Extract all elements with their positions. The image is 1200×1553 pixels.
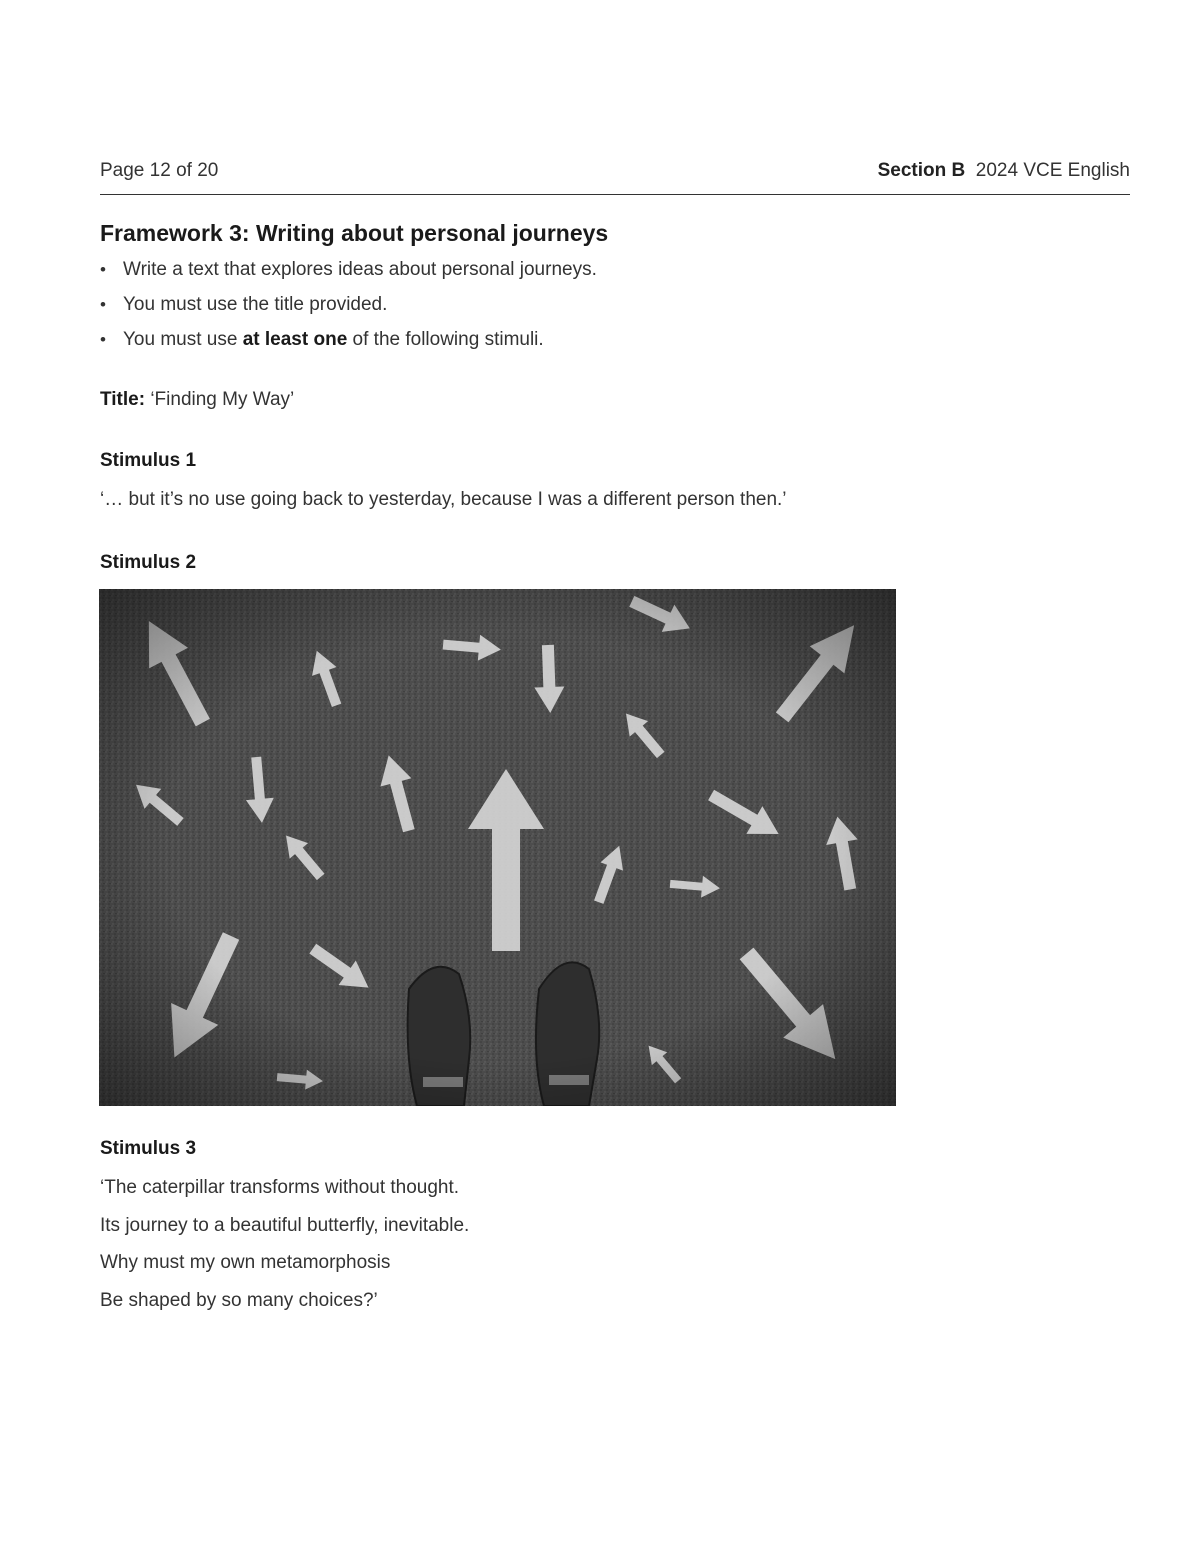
title-label: Title:: [100, 389, 146, 410]
poem-line: Why must my own metamorphosis: [100, 1252, 391, 1273]
stimulus-1-quote: ‘… but it’s no use going back to yesterday, because I was a different person then.’: [100, 489, 787, 510]
header-rule: [100, 194, 1130, 195]
stimulus-1-heading: Stimulus 1: [100, 450, 197, 471]
page-number: Page 12 of 20: [100, 160, 219, 181]
stimulus-3-heading: Stimulus 3: [100, 1138, 197, 1159]
stimulus-2-heading: Stimulus 2: [100, 552, 197, 573]
instruction-item: • You must use at least one of the following stimuli.: [100, 328, 597, 363]
course-name: 2024 VCE English: [975, 160, 1130, 181]
title-value: ‘Finding My Way’: [150, 389, 295, 410]
stimulus-3-poem: [100, 1176, 469, 1326]
section-name: Section B: [877, 160, 966, 181]
section-label: [878, 160, 1130, 182]
page-header: [100, 160, 1130, 188]
framework-title: Framework 3: Writing about personal journeys: [100, 220, 609, 246]
poem-line: Be shaped by so many choices?’: [100, 1289, 378, 1311]
poem-line: Its journey to a beautiful butterfly, inevitable.: [100, 1214, 470, 1236]
road-arrows-photo-icon: [99, 589, 896, 1106]
instruction-item: • You must use the title provided.: [100, 293, 597, 328]
title-prompt: [100, 389, 294, 411]
instruction-item: • Write a text that explores ideas about personal journeys.: [100, 258, 597, 293]
poem-line: ‘The caterpillar transforms without thought.: [100, 1177, 460, 1198]
instruction-list: [100, 258, 597, 363]
